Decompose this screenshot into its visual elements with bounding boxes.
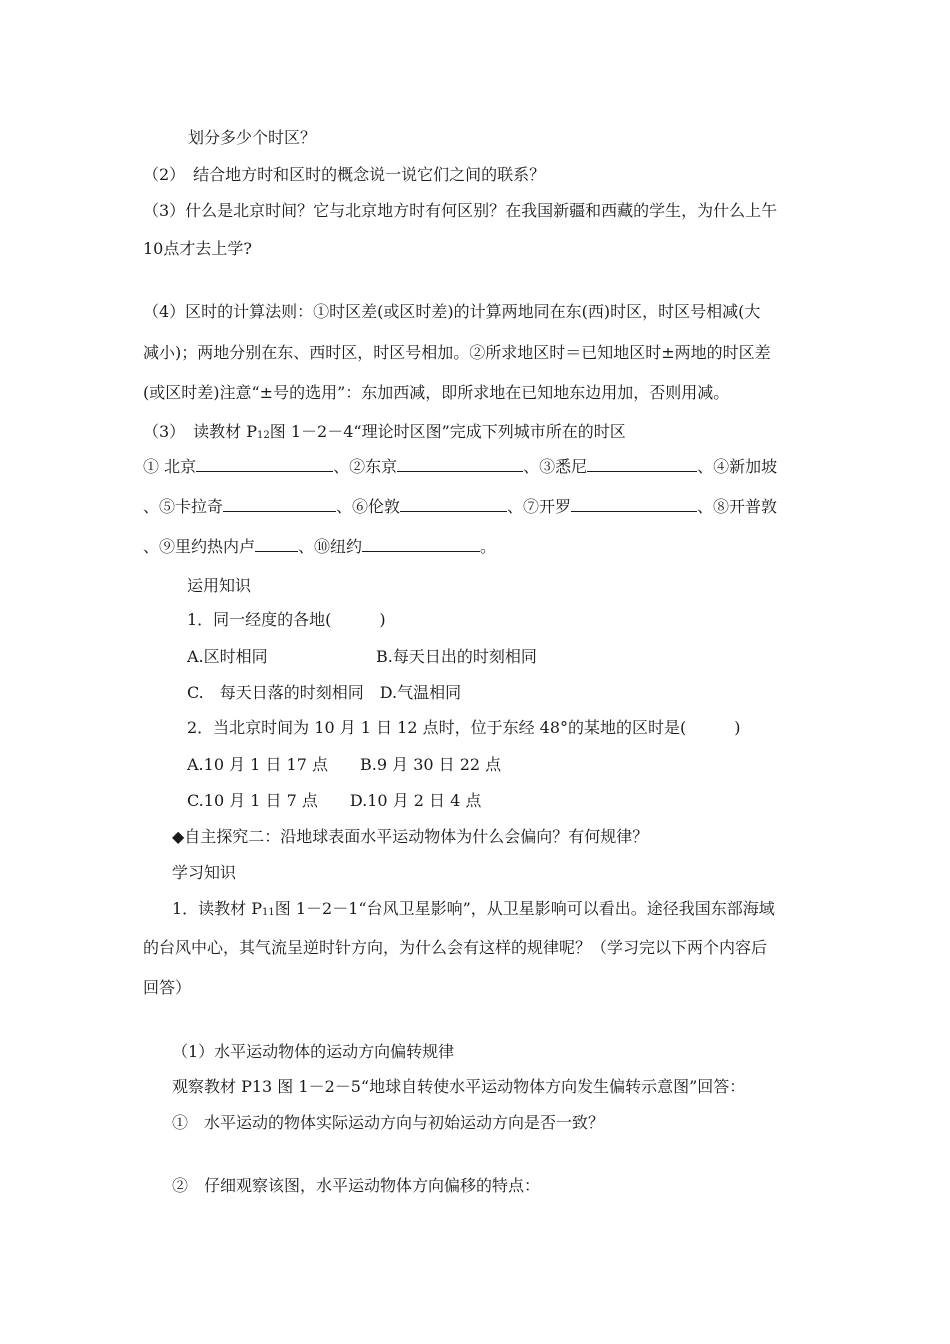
answer-blank[interactable] [223,496,336,512]
mc-question-2: 2．当北京时间为 10 月 1 日 12 点时，位于东经 48°的某地的区时是( ) [187,718,741,737]
city-label: 、③悉尼 [523,457,588,476]
text-line: 10点才去上学? [143,239,252,258]
city-label: 、⑩纽约 [298,537,363,556]
text-line: 划分多少个时区？ [188,128,317,147]
city-label: 。 [480,537,497,556]
answer-blank[interactable] [397,456,523,472]
text-line: 回答） [143,978,192,997]
city-label: ① 北京 [143,457,197,476]
question-2: （2） 结合地方时和区时的概念说一说它们之间的联系？ [143,165,546,184]
city-row-2 [143,496,777,518]
section-heading: 学习知识 [172,863,237,882]
text-line: 观察教材 P13 图 1－2－5“地球自转使水平运动物体方向发生偏转示意图”回答： [172,1077,746,1096]
text-fragment: 图 1－2－4“理论时区图”完成下列城市所在的时区 [269,422,626,441]
answer-blank[interactable] [196,456,333,472]
city-row-3 [143,536,496,558]
city-label: 、⑦开罗 [507,497,572,516]
mc-options-cd: C. 每天日落的时刻相同 D.气温相同 [187,683,462,702]
mc-question-1: 1．同一经度的各地( ) [187,610,386,629]
answer-blank[interactable] [571,496,697,512]
inquiry-heading: ◆自主探究二：沿地球表面水平运动物体为什么会偏向？有何规律？ [172,827,649,846]
answer-blank[interactable] [587,456,697,472]
section-heading: 运用知识 [187,576,252,595]
city-label: 、⑤卡拉奇 [143,497,224,516]
mc-option-b: B.每天日出的时刻相同 [376,647,537,666]
city-label: 、⑨里约热内卢 [143,537,256,556]
answer-blank[interactable] [255,536,298,552]
text-fragment: 图 1－2－1“台风卫星影响”，从卫星影响可以看出。途径我国东部海域 [274,899,775,918]
mc-option-a: A.区时相同 [187,647,268,666]
text-line: 的台风中心，其气流呈逆时针方向，为什么会有这样的规律呢？（学习完以下两个内容后 [143,938,768,957]
page-subscript: 12 [257,430,270,441]
text-line: 减小)；两地分别在东、西时区，时区号相加。②所求地区时＝已知地区时±两地的时区差 [143,343,771,362]
question-item-2: ② 仔细观察该图，水平运动物体方向偏移的特点： [172,1176,541,1195]
city-label: 、⑧开普敦 [697,497,778,516]
mc-option-b: B.9 月 30 日 22 点 [360,755,502,774]
city-label: 、⑥伦敦 [336,497,401,516]
answer-blank[interactable] [362,536,480,552]
text-fragment: 1．读教材 P [172,899,263,918]
reading-question [172,898,775,924]
text-line: (或区时差)注意“±号的选用”：东加西减，即所求地在已知地东边用加，否则用减。 [143,383,730,402]
city-label: 、④新加坡 [697,457,778,476]
mc-option-a: A.10 月 1 日 17 点 [187,755,328,774]
text-fragment: （3） 读教材 P [143,422,258,441]
city-label: 、②东京 [333,457,398,476]
question-item-1: ① 水平运动的物体实际运动方向与初始运动方向是否一致？ [172,1113,605,1132]
city-row-1 [143,456,777,478]
question-4: （4）区时的计算法则：①时区差(或区时差)的计算两地同在东(西)时区，时区号相减(大 [143,302,761,321]
question-3: （3）什么是北京时间？它与北京地方时有何区别？在我国新疆和西藏的学生，为什么上午 [143,201,778,220]
sub-heading: （1）水平运动物体的运动方向偏转规律 [172,1042,455,1061]
question-3-map-reading [143,421,626,447]
page-subscript: 11 [262,907,275,918]
mc-options-cd: C.10 月 1 日 7 点 D.10 月 2 日 4 点 [187,791,482,810]
answer-blank[interactable] [400,496,507,512]
